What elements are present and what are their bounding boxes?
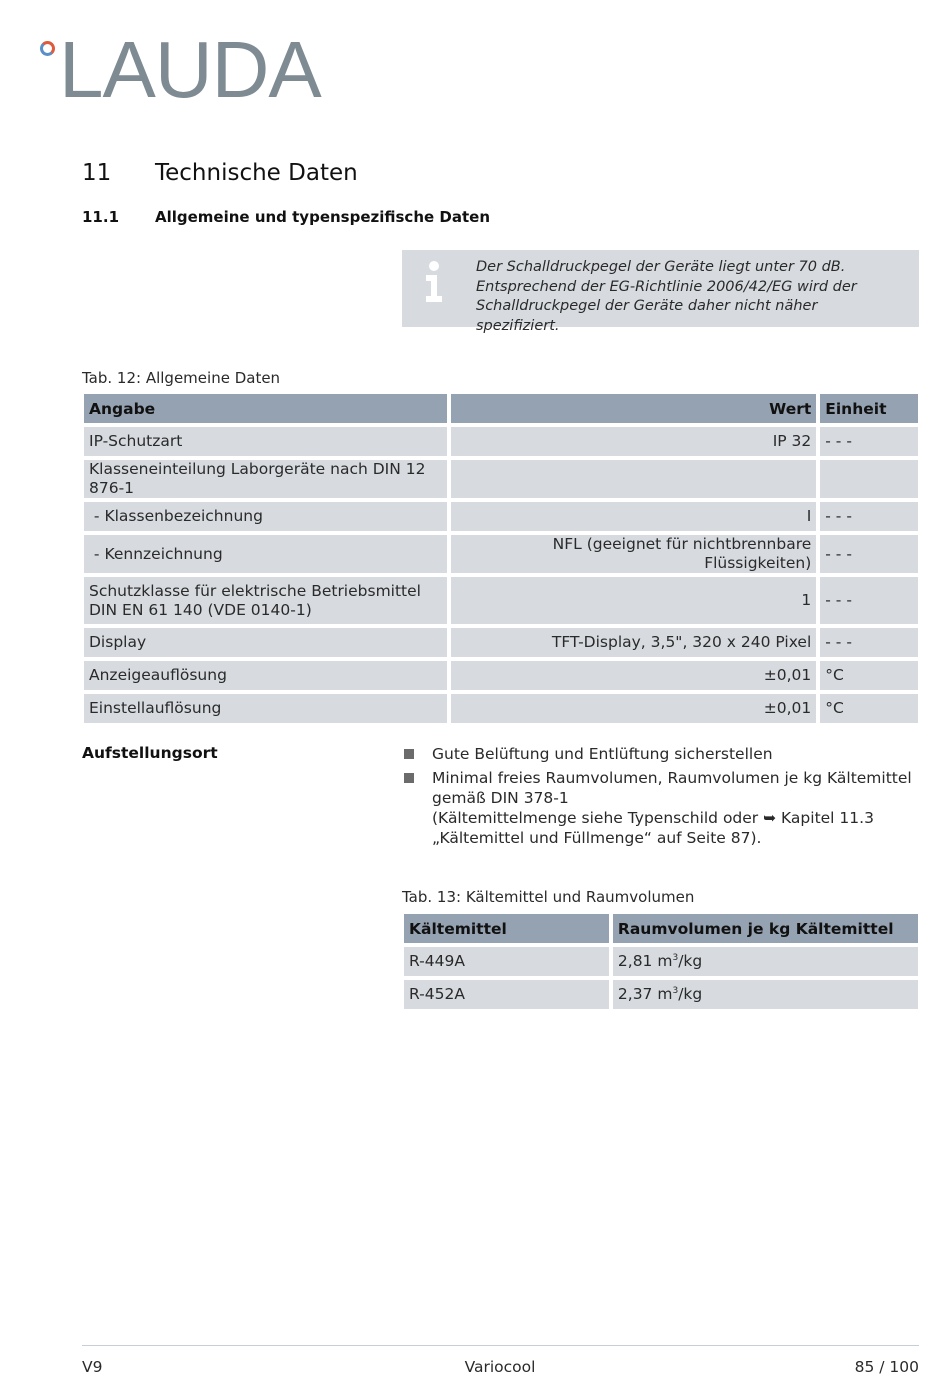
cell-wert: IP 32: [451, 427, 816, 456]
cell-einheit: - - -: [820, 535, 918, 573]
chapter-number: 11: [82, 160, 112, 186]
aufstellungsort-list: [402, 744, 912, 852]
refrigerant-table: [400, 910, 922, 1013]
logo-text: LAUDA: [59, 25, 321, 114]
cell-angabe: - Klassenbezeichnung: [84, 502, 447, 531]
volume-value: 2,81 m: [617, 952, 673, 970]
bullet-square-icon: [404, 773, 414, 783]
cell-einheit: - - -: [820, 577, 918, 624]
cell-angabe: IP-Schutzart: [84, 427, 447, 456]
section-number: 11.1: [82, 208, 120, 226]
footer-version: V9: [82, 1358, 103, 1376]
table-row: [84, 694, 918, 723]
cell-angabe: Schutzklasse für elektrische Betriebsmittel DIN EN 61 140 (VDE 0140-1): [84, 577, 447, 624]
cell-refrigerant: R-452A: [404, 980, 609, 1009]
bullet-text: Gute Belüftung und Entlüftung sicherstellen: [432, 745, 773, 763]
table-header-row: [84, 394, 918, 423]
header-angabe: Angabe: [84, 394, 447, 423]
cell-wert: 1: [451, 577, 816, 624]
footer-divider: [82, 1345, 919, 1346]
cell-einheit: - - -: [820, 502, 918, 531]
bullet-square-icon: [404, 749, 414, 759]
cell-wert: [451, 460, 816, 498]
general-data-table: [80, 390, 922, 727]
lauda-logo: [40, 25, 321, 114]
cell-angabe: Einstellauflösung: [84, 694, 447, 723]
table-header-row: [404, 914, 918, 943]
bullet-text: Minimal freies Raumvolumen, Raumvolumen je kg Kältemittel gemäß DIN 378-1: [432, 769, 912, 807]
info-note-text: Der Schalldruckpegel der Geräte liegt unter 70 dB. Entsprechend der EG-Richtlinie 2006/42/EG wird der Schalldruckpegel der Geräte daher nicht näher spezifiziert.: [476, 259, 857, 334]
cell-einheit: - - -: [820, 427, 918, 456]
cell-einheit: - - -: [820, 628, 918, 657]
cell-wert: I: [451, 502, 816, 531]
info-icon: [422, 260, 446, 304]
chapter-title: Technische Daten: [155, 160, 358, 186]
volume-exponent: 3: [672, 952, 679, 963]
table-row: [84, 628, 918, 657]
logo-ring-icon: [40, 41, 55, 56]
cell-angabe: Display: [84, 628, 447, 657]
table-row: [84, 427, 918, 456]
table12-caption: Tab. 12: Allgemeine Daten: [82, 369, 281, 387]
table-row: [84, 535, 918, 573]
cell-volume: [613, 947, 918, 976]
table13-caption: Tab. 13: Kältemittel und Raumvolumen: [402, 888, 695, 906]
header-einheit: Einheit: [820, 394, 918, 423]
header-raumvolumen: Raumvolumen je kg Kältemittel: [613, 914, 918, 943]
table-row: [404, 947, 918, 976]
cell-einheit: °C: [820, 661, 918, 690]
aufstellungsort-label: Aufstellungsort: [82, 744, 218, 762]
cell-wert: ±0,01: [451, 661, 816, 690]
table-row: [84, 502, 918, 531]
header-kaeltemittel: Kältemittel: [404, 914, 609, 943]
volume-exponent: 3: [672, 985, 679, 996]
section-title: Allgemeine und typenspezifische Daten: [155, 208, 490, 226]
refrigerant-note: [432, 808, 912, 848]
cell-einheit: °C: [820, 694, 918, 723]
note-text-before: (Kältemittelmenge siehe Typenschild oder: [432, 809, 764, 827]
table-row: [84, 661, 918, 690]
header-wert: Wert: [451, 394, 816, 423]
volume-value: 2,37 m: [617, 985, 673, 1003]
cell-refrigerant: R-449A: [404, 947, 609, 976]
volume-unit: /kg: [678, 985, 703, 1003]
footer-page-number: 85 / 100: [854, 1358, 919, 1376]
cell-wert: NFL (geeignet für nichtbrennbare Flüssigkeiten): [451, 535, 816, 573]
table-row: [84, 460, 918, 498]
table-row: [84, 577, 918, 624]
cell-wert: ±0,01: [451, 694, 816, 723]
cell-angabe: Anzeigeauflösung: [84, 661, 447, 690]
cell-angabe: Klasseneinteilung Laborgeräte nach DIN 12 876-1: [84, 460, 447, 498]
footer-product: Variocool: [464, 1358, 536, 1376]
cell-volume: [613, 980, 918, 1009]
chapter-link[interactable]: Kapitel 11.3 „Kältemittel und Füllmenge“ auf Seite 87).: [432, 809, 874, 847]
list-item: [402, 744, 912, 764]
volume-unit: /kg: [678, 952, 703, 970]
list-item: [402, 768, 912, 848]
cell-angabe: - Kennzeichnung: [84, 535, 447, 573]
cell-wert: TFT-Display, 3,5", 320 x 240 Pixel: [451, 628, 816, 657]
cell-einheit: [820, 460, 918, 498]
info-note: [402, 250, 919, 334]
table-row: [404, 980, 918, 1009]
cross-reference-arrow-icon: ➥: [763, 809, 777, 827]
